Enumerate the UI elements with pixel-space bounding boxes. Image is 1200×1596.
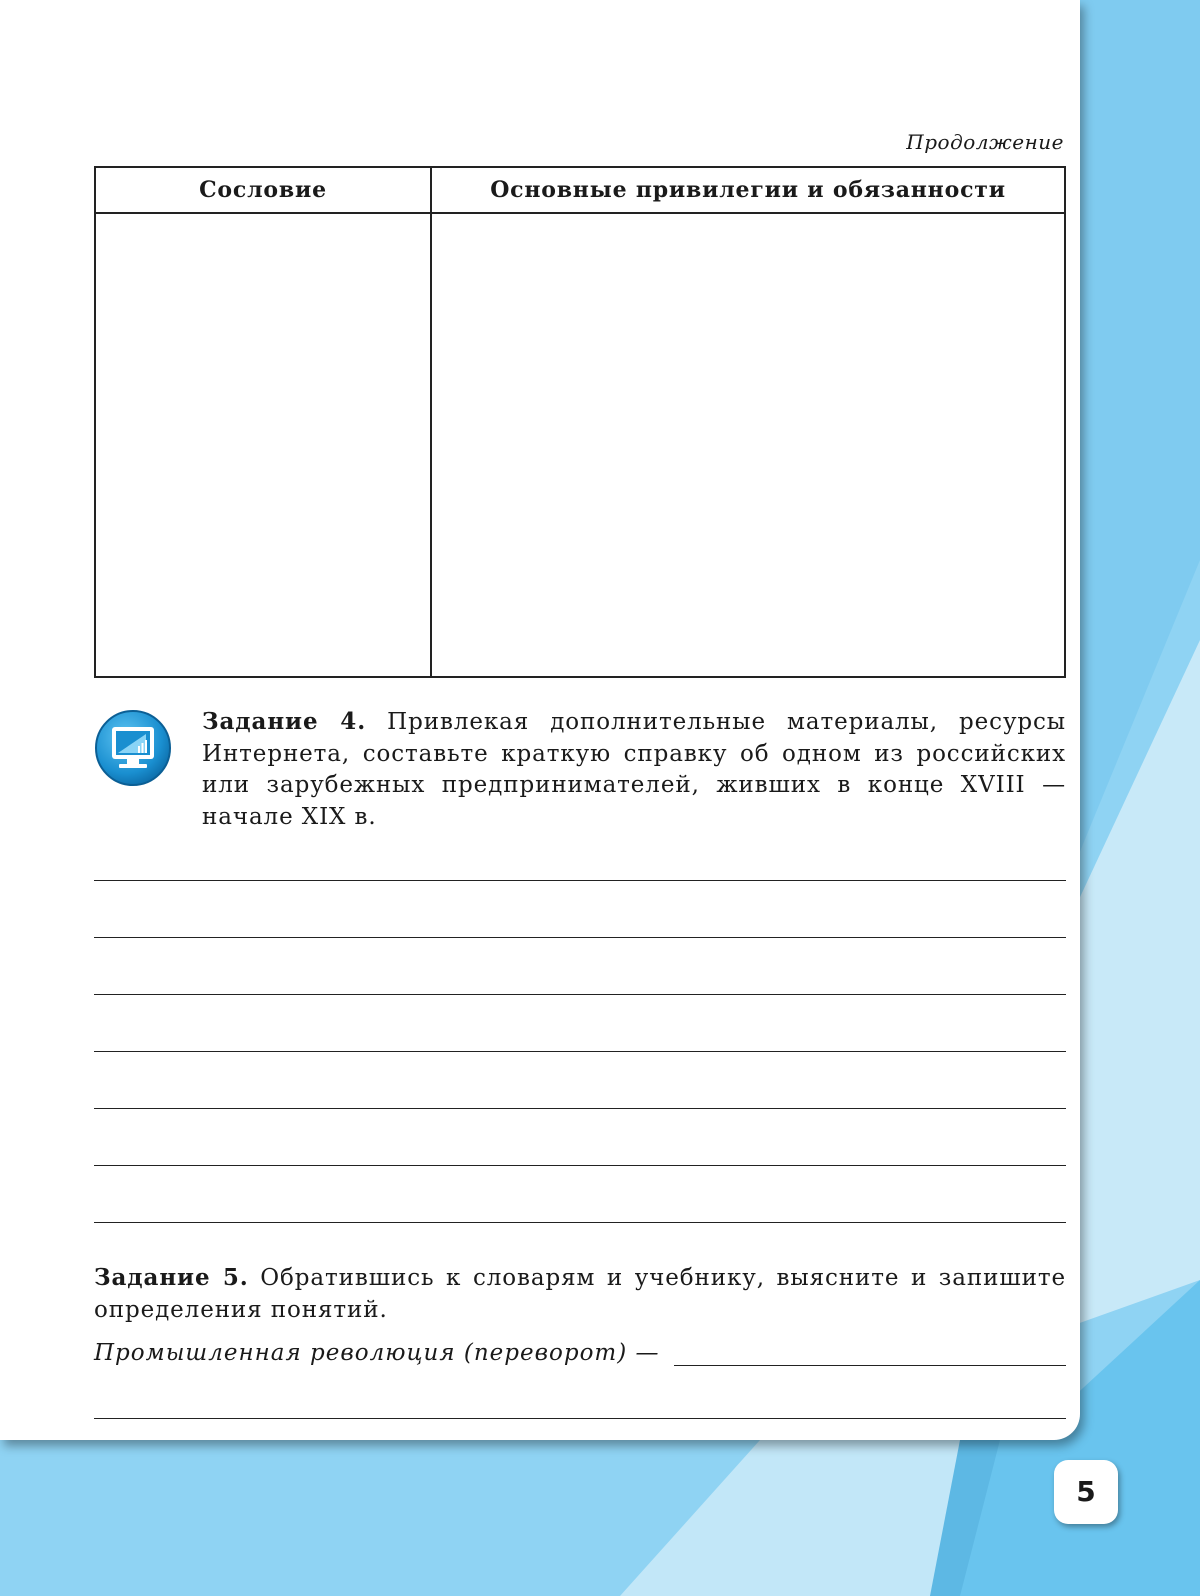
task-4-text [202,706,1066,833]
task-4-label: Задание 4. [202,708,367,735]
answer-line[interactable] [94,880,1066,881]
task-5-label: Задание 5. [94,1264,249,1291]
table-header-row [95,167,1065,213]
task-5-text [94,1262,1066,1326]
term-label: Промышленная революция (переворот) — [94,1340,660,1366]
task-5-body: Обратившись к словарям и учебнику, выясните и запишите определения понятий. [94,1265,1066,1323]
answer-line[interactable] [94,1165,1066,1166]
definition-blank[interactable] [674,1341,1066,1366]
definition-row [94,1340,1066,1366]
continuation-label: Продолжение [906,130,1064,154]
answer-line[interactable] [94,1108,1066,1109]
estates-table [94,166,1066,678]
estate-answer-cell[interactable] [95,213,431,677]
table-header-estate: Сословие [95,167,431,213]
computer-monitor-icon [93,708,173,788]
table-row [95,213,1065,677]
answer-line[interactable] [94,937,1066,938]
answer-line[interactable] [94,1418,1066,1419]
page-number-badge: 5 [1054,1460,1118,1524]
task-4-body: Привлекая дополнительные материалы, ресурсы Интернета, составьте краткую справку об одном из российских или зарубежных предпринимателей, живших в конце XVIII — начале XIX в. [202,709,1066,830]
privileges-answer-cell[interactable] [431,213,1065,677]
answer-line[interactable] [94,1051,1066,1052]
table-header-privileges: Основные привилегии и обязанности [431,167,1065,213]
answer-line[interactable] [94,1222,1066,1223]
answer-line[interactable] [94,994,1066,995]
